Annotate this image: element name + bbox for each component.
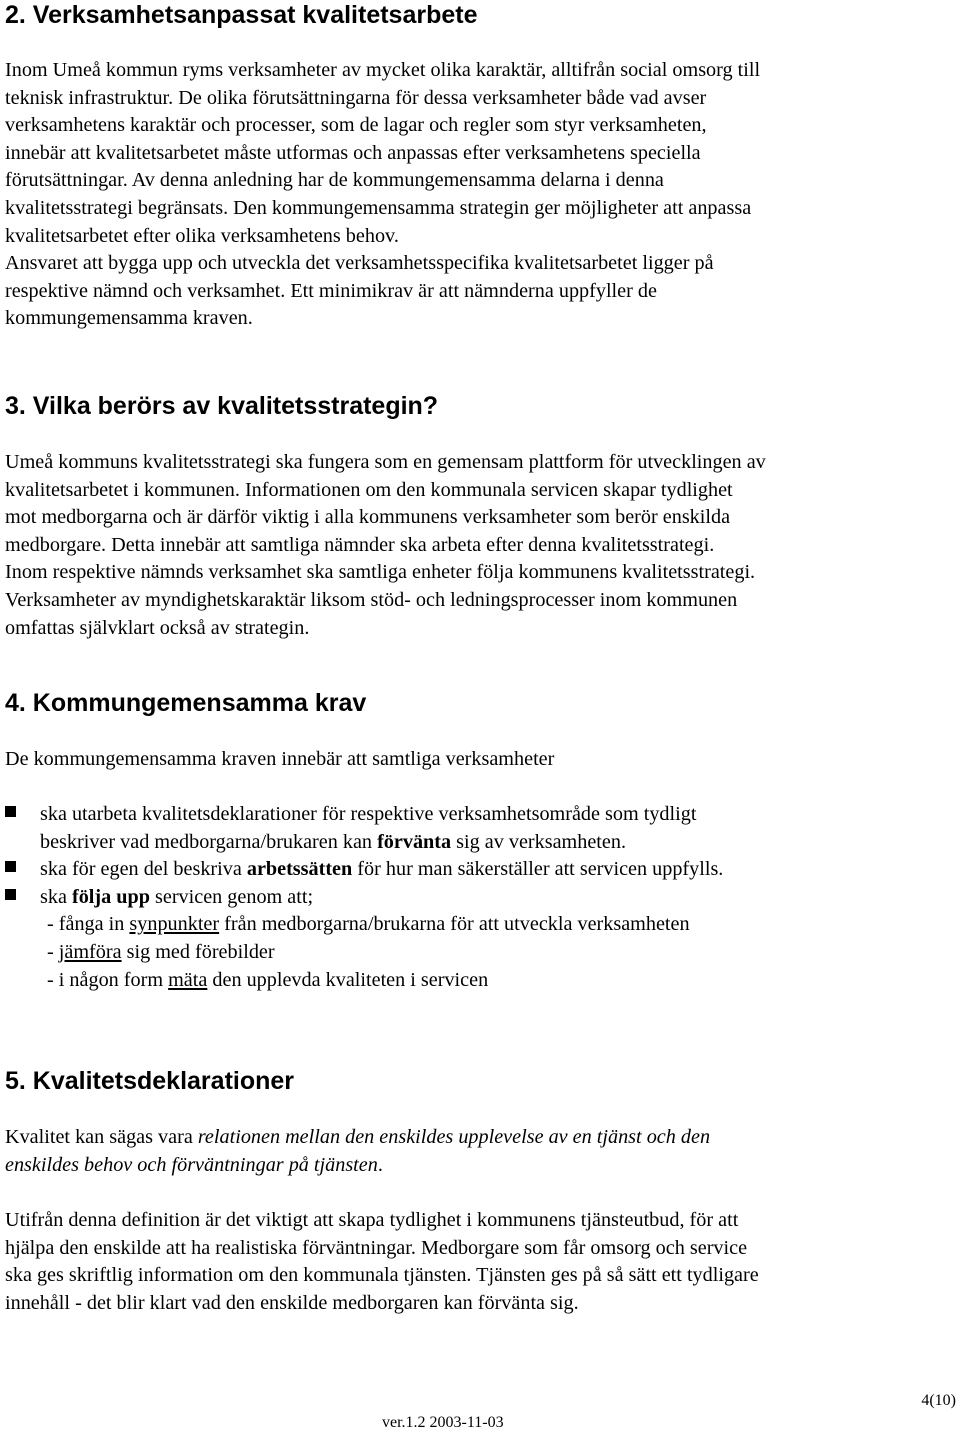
text-line: omfattas självklart också av strategin.: [5, 616, 310, 639]
list-item: [5, 856, 935, 884]
emphasis-bold: arbetssätten: [246, 858, 353, 881]
emphasis-bold: följa upp: [71, 885, 150, 908]
text-fragment: för hur man säkerställer att servicen uppfylls.: [352, 858, 724, 881]
text-line: verksamhetens karaktär och processer, som de lagar och regler som styr verksamheten,: [5, 114, 707, 137]
emphasis-underline: synpunkter: [129, 913, 220, 936]
text-line: hjälpa den enskilde att ha realistiska förväntningar. Medborgare som får omsorg och service: [5, 1236, 748, 1259]
text-line: Umeå kommuns kvalitetsstrategi ska fungera som en gemensam plattform för utvecklingen av: [5, 451, 766, 473]
version-label: ver.1.2 2003-11-03: [382, 1414, 504, 1431]
square-bullet-icon: [5, 806, 16, 817]
text-fragment: .: [377, 1153, 383, 1176]
text-line: Verksamheter av myndighetskaraktär liksom stöd- och ledningsprocesser inom kommunen: [5, 588, 738, 611]
section-3-body: [5, 449, 935, 642]
emphasis-underline: mäta: [168, 968, 208, 991]
section-2-body: [5, 57, 935, 333]
sub-item: [40, 911, 935, 939]
list-item: [5, 801, 935, 856]
text-line: kvalitetsarbetet i kommunen. Informationen om den kommunala servicen skapar tydlighet: [5, 478, 733, 501]
text-fragment: sig med förebilder: [121, 940, 275, 963]
section-3-heading: 3. Vilka berörs av kvalitetsstrategin?: [5, 392, 439, 420]
text-line: kvalitetsstrategi begränsats. Den kommungemensamma strategin ger möjligheter att anpassa: [5, 196, 752, 219]
emphasis-italic: enskildes behov och förväntningar på tjänsten: [5, 1153, 378, 1176]
section-5-body: [5, 1207, 935, 1317]
section-5-heading: 5. Kvalitetsdeklarationer: [5, 1067, 295, 1095]
text-fragment: - fånga in: [47, 913, 130, 936]
emphasis-underline: jämföra: [58, 940, 122, 963]
text-line: [5, 1124, 935, 1152]
text-line: teknisk infrastruktur. De olika förutsättningarna för dessa verksamheter både vad avser: [5, 86, 707, 109]
requirements-list: [5, 801, 935, 994]
section-2-heading: 2. Verksamhetsanpassat kvalitetsarbete: [5, 1, 478, 29]
text-fragment: den upplevda kvaliteten i servicen: [207, 968, 489, 991]
text-fragment: ska för egen del beskriva: [40, 858, 247, 881]
text-fragment: från medborgarna/brukarna för att utveckla verksamheten: [219, 913, 690, 936]
text-fragment: servicen genom att;: [149, 885, 314, 908]
text-line: [40, 884, 935, 912]
text-line: innehåll - det blir klart vad den enskilde medborgaren kan förvänta sig.: [5, 1291, 579, 1314]
text-line: ska ges skriftlig information om den kommunala tjänsten. Tjänsten ges på så sätt ett tydligare: [5, 1264, 759, 1287]
text-line: Utifrån denna definition är det viktigt att skapa tydlighet i kommunens tjänsteutbud, för att: [5, 1209, 739, 1231]
quality-definition: [5, 1124, 935, 1179]
text-line: [40, 856, 935, 884]
square-bullet-icon: [5, 861, 16, 872]
text-line: respektive nämnd och verksamhet. Ett minimikrav är att nämnderna uppfyller de: [5, 279, 657, 302]
text-fragment: Kvalitet kan sägas vara: [5, 1126, 198, 1148]
section-4-intro: [5, 746, 935, 774]
page-number: 4(10): [921, 1392, 956, 1409]
list-item: [5, 884, 935, 994]
text-line: Inom respektive nämnds verksamhet ska samtliga enheter följa kommunens kvalitetsstrategi.: [5, 561, 756, 584]
text-line: ska utarbeta kvalitetsdeklarationer för respektive verksamhetsområde som tydligt: [40, 803, 697, 825]
text-line: kommungemensamma kraven.: [5, 307, 253, 330]
emphasis-italic: relationen mellan den enskildes upplevelse av en tjänst och den: [197, 1126, 711, 1148]
text-line: mot medborgarna och är därför viktig i alla kommunens verksamheter som berör enskilda: [5, 506, 731, 529]
section-4-heading: 4. Kommungemensamma krav: [5, 689, 367, 717]
text-fragment: - i någon form: [47, 968, 169, 991]
text-fragment: sig av verksamheten.: [451, 830, 626, 853]
text-line: [5, 1152, 935, 1180]
text-line: innebär att kvalitetsarbetet måste utformas och anpassas efter verksamhetens speciella: [5, 141, 701, 164]
text-line: kvalitetsarbetet efter olika verksamhetens behov.: [5, 224, 399, 247]
text-line: Inom Umeå kommun ryms verksamheter av mycket olika karaktär, alltifrån social omsorg till: [5, 59, 761, 81]
emphasis-bold: förvänta: [377, 830, 452, 853]
text-fragment: beskriver vad medborgarna/brukaren kan: [40, 830, 378, 853]
text-line: medborgare. Detta innebär att samtliga nämnder ska arbeta efter denna kvalitetsstrategi.: [5, 533, 715, 556]
sub-item: [40, 939, 935, 967]
text-line: De kommungemensamma kraven innebär att samtliga verksamheter: [5, 748, 555, 770]
text-line: Ansvaret att bygga upp och utveckla det verksamhetsspecifika kvalitetsarbetet ligger på: [5, 252, 714, 275]
text-line: förutsättningar. Av denna anledning har de kommungemensamma delarna i denna: [5, 169, 664, 192]
square-bullet-icon: [5, 889, 16, 900]
sub-item: [40, 967, 935, 995]
text-fragment: -: [47, 940, 59, 963]
text-fragment: ska: [40, 885, 72, 908]
text-line: [40, 829, 935, 857]
